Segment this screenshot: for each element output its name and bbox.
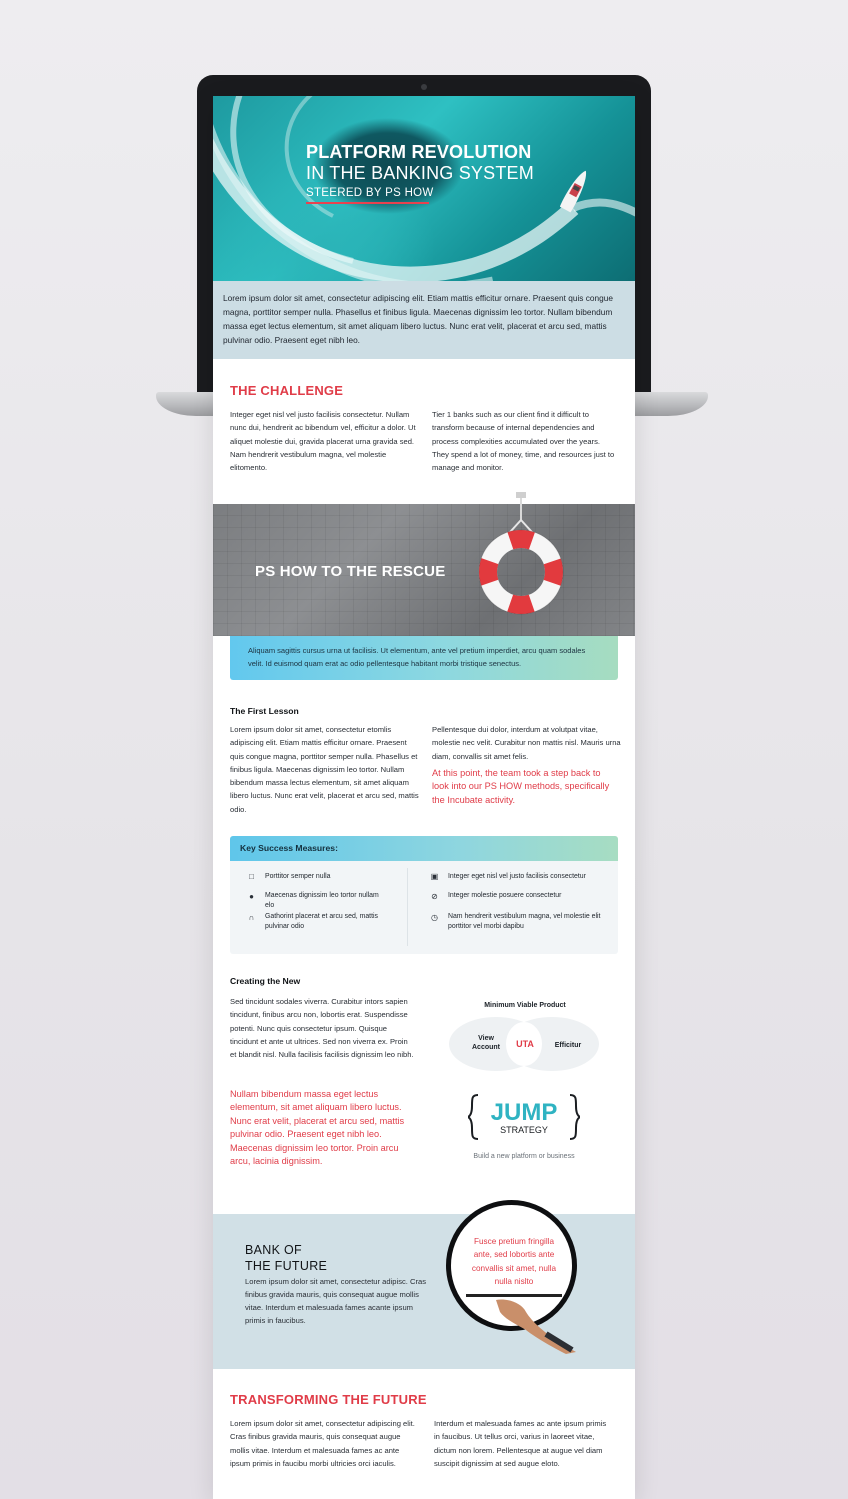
bank-heading [245,1242,327,1274]
ksm-item: Integer eget nisl vel justo facilisis consectetur [448,873,586,880]
key-success-measures [230,836,618,954]
ksm-item: Maecenas dignissim leo tortor nullam elo [265,892,379,909]
first-lesson-col2: Pellentesque dui dolor, interdum at volutpat vitae, molestie nec velit. Curabitur non mattis nisl. Mauris urna diam, convallis sit amet felis. [432,725,621,761]
first-lesson-heading: The First Lesson [230,706,299,716]
transforming-col1: Lorem ipsum dolor sit amet, consectetur adipiscing elit. Cras finibus gravida mauris, quis consequat augue mollis vitae. Interdum et malesuada fames ac ante ipsum primis in faucibu morbi ultricies orci iaculis. [230,1419,415,1468]
rescue-heading: PS HOW TO THE RESCUE [255,563,446,580]
creating-highlight: Nullam bibendum massa eget lectus elementum, sit amet aliquam libero luctus. Nunc erat velit, placerat et arcu sed, mattis pulvinar odio. Praesent eget nibh leo. Maecenas dignissim leo tortor. Proin arcu arcu, lacinia dignissim. [230,1089,405,1167]
chat-icon: □ [249,872,254,881]
first-lesson-highlight: At this point, the team took a step back to look into our PS HOW methods, specifically the Incubate activity. [432,768,610,805]
hero-title: PLATFORM REVOLUTION [306,142,532,162]
challenge-col1: Integer eget nisl vel justo facilisis consectetur. Nullam nunc dui, hendrerit ac bibendum vel, efficitur a dolor. Ut aliquet molestie dui, gravida placerat urna gravida sed. Nam hendrerit vestibulum magna, vel molestie elitomento. [230,410,416,473]
bank-of-future-section [213,1214,635,1369]
ksm-divider [407,868,408,946]
transforming-heading: TRANSFORMING THE FUTURE [230,1392,427,1407]
jump-strategy-logo [468,1092,580,1144]
challenge-heading: THE CHALLENGE [230,383,344,398]
jump-word: JUMP [490,1099,558,1126]
jump-strategy-word: STRATEGY [500,1125,548,1135]
ksm-item: Gathorint placerat et arcu sed, mattis pulvinar odio [265,913,378,930]
creating-body: Sed tincidunt sodales viverra. Curabitur intors sapien tincidunt, finibus arcu non, lobortis erat. Suspendisse potenti. Nunc quis consectetur ipsum. Quisque tincidunt et ante ut ultrices. Sed non viverra ex. Proin et blandit nisl. Nulla facilisis facilisis dignissim leo nibh. [230,997,414,1060]
transforming-col2: Interdum et malesuada fames ac ante ipsum primis in faucibus. Ut tellus orci, varius in laoreet vitae, dictum non lorem. Pellentesque at augue vel diam suscipit dignissim at sed augue eloto. [434,1419,607,1468]
jump-caption: Build a new platform or business [473,1153,575,1160]
boat-icon [560,166,590,216]
ksm-item: Porttitor semper nulla [265,873,331,880]
bank-heading-line2: THE FUTURE [245,1259,328,1273]
ksm-item: Integer molestie posuere consectetur [448,892,562,899]
rescue-band [213,504,635,636]
rescue-callout: Aliquam sagittis cursus urna ut facilisis. Ut elementum, ante vel pretium imperdiet, arcu quam sodales velit. Id euismod quam erat ac odio pellentesque habitant morbi tristique senectus. [230,636,618,680]
mvp-right: Efficitur [554,1042,582,1049]
clock-icon: ◷ [431,913,438,922]
hero-banner [213,96,635,281]
challenge-col2: Tier 1 banks such as our client find it difficult to transform because of internal dependencies and process complexities accumulated over the years. They spend a lot of money, time, and resources just to manage and monitor. [432,410,615,473]
ksm-heading: Key Success Measures: [230,836,618,861]
bank-heading-line1: BANK OF [245,1243,302,1257]
mvp-left-line2: Account [472,1044,500,1051]
creating-heading: Creating the New [230,976,301,986]
hero-subtitle: STEERED BY PS HOW [306,187,434,199]
ksm-item: Nam hendrerit vestibulum magna, vel molestie elit porttitor vel morbi dapibu [448,913,601,930]
hero-title-line2: IN THE BANKING SYSTEM [306,163,534,183]
intro-paragraph: Lorem ipsum dolor sit amet, consectetur adipiscing elit. Etiam mattis efficitur ornare. Praesent quis congue magna, porttitor semper nulla. Phasellus et finibus ligula. Maecenas dignissim leo tortor. Nullam bibendum massa eget lectus elementum, sit amet aliquam libero luctus. Nunc erat velit, placerat et arcu sed, mattis pulvinar odio. Praesent eget nibh leo. [213,281,635,359]
bank-body: Lorem ipsum dolor sit amet, consectetur adipisc. Cras finibus gravida mauris, quis consequat augue mollis vitae. Interdum et malesuada fames acante ipsum primis in faucibus. [245,1277,427,1325]
camera-icon [421,84,427,90]
bank-quote: Fusce pretium fringilla ante, sed lobortis ante convallis sit amet, nulla nulla nislto [471,1237,557,1286]
infographic-page [213,96,635,1499]
pointer-icon: ● [249,892,254,901]
mvp-venn-diagram [448,1015,600,1073]
mvp-left-line1: View [478,1035,494,1042]
mvp-center: UTA [516,1039,534,1049]
first-lesson-col1: Lorem ipsum dolor sit amet, consectetur etomlis adipiscing elit. Etiam mattis efficitur ornare. Praesent quis congue magna, porttitor semper nulla. Phasellus et finibus ligula. Maecenas dignissim leo tortor. Nullam bibendum massa lectus elementum, sit amet aliquam libero luctus. Nunc erat velit, placerat et arcu sed, mattis odio. [230,725,419,814]
headset-icon: ∩ [248,913,255,922]
mvp-label: Minimum Viable Product [484,1002,566,1009]
compass-icon: ⊘ [431,892,438,901]
hand-phone-icon [466,1294,576,1354]
hero-underline [306,202,429,204]
lifebuoy-icon [479,492,589,622]
card-icon: ▣ [430,872,439,881]
